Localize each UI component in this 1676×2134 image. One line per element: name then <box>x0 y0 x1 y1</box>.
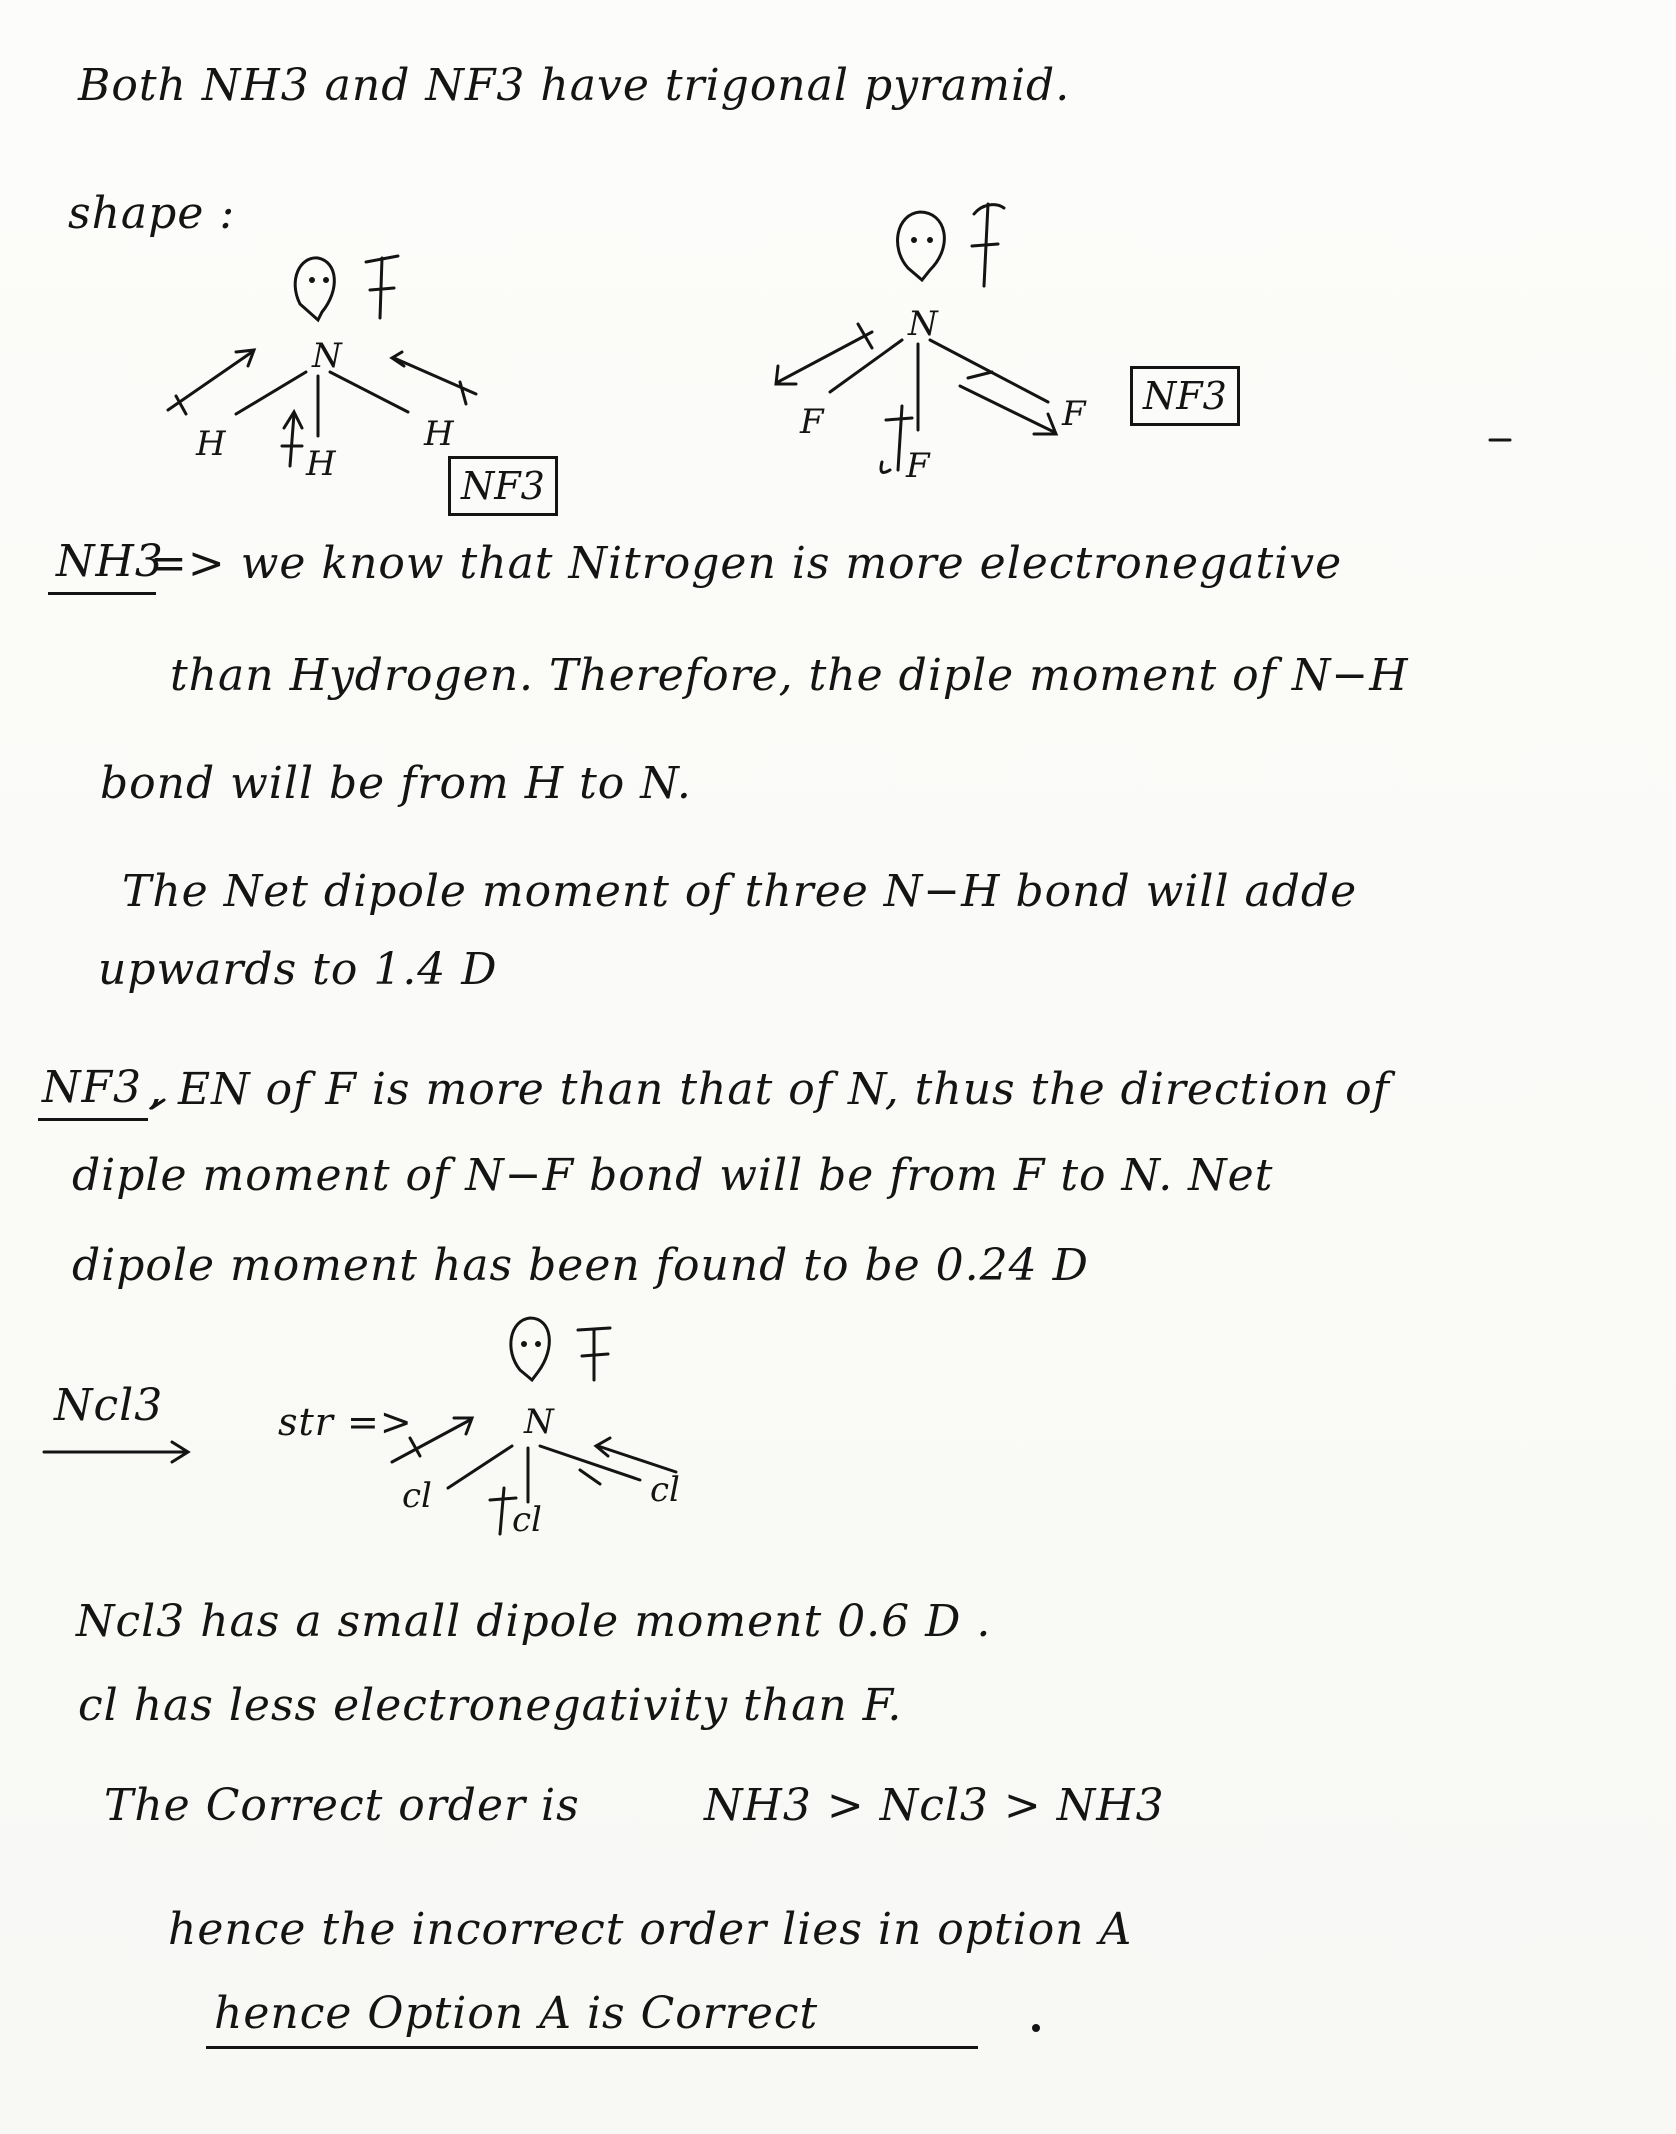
ncl3-paragraph-line-1: Ncl3 has a small dipole moment 0.6 D . <box>76 1596 992 1647</box>
nh3-center-atom: N <box>312 336 342 376</box>
nf3-paragraph-line-3: dipole moment has been found to be 0.24 D <box>72 1240 1089 1291</box>
nh3-paragraph-line-2: than Hydrogen. Therefore, the diple moment of N−H <box>170 650 1409 701</box>
nf3-atom-bottom: F <box>906 446 930 486</box>
nf3-heading: NF3 <box>42 1062 143 1113</box>
ncl3-center-atom: N <box>524 1402 554 1442</box>
conclusion-line-2: hence Option A is Correct <box>214 1988 819 2039</box>
nh3-atom-left: H <box>196 424 226 464</box>
nh3-heading: NH3 <box>56 536 164 587</box>
nf3-boxed-label: NF3 <box>1130 366 1240 426</box>
ncl3-paragraph-line-2: cl has less electronegativity than F. <box>78 1680 903 1731</box>
nh3-lone-pair-icon <box>295 258 334 320</box>
order-value: NH3 > Ncl3 > NH3 <box>704 1780 1165 1831</box>
nf3-bonds <box>830 340 1048 430</box>
nh3-paragraph-line-3: bond will be from H to N. <box>100 758 692 809</box>
ncl3-heading: Ncl3 <box>54 1380 164 1431</box>
nh3-up-arrow-icon <box>366 256 398 318</box>
ncl3-atom-left: cl <box>402 1476 432 1516</box>
nh3-bonds <box>236 372 408 436</box>
ncl3-atom-right: cl <box>650 1470 680 1510</box>
nh3-boxed-label: NF3 <box>448 456 558 516</box>
nf3-paragraph-line-1: , EN of F is more than that of N, thus the direction of <box>148 1064 1390 1115</box>
nf3-lone-pair-icon <box>898 212 945 280</box>
nh3-paragraph-line-5: upwards to 1.4 D <box>98 944 498 995</box>
nf3-atom-right: F <box>1062 394 1086 434</box>
nf3-paragraph-line-2: diple moment of N−F bond will be from F to N. Net <box>72 1150 1274 1201</box>
nf3-heading-arrow-icon <box>152 1100 164 1108</box>
nf3-down-arrow-icon <box>972 204 1004 286</box>
nh3-atom-bottom: H <box>306 444 336 484</box>
nh3-dipole-arrows <box>168 350 476 466</box>
nf3-center-atom: N <box>908 304 938 344</box>
ncl3-heading-arrow-icon <box>44 1442 188 1462</box>
nh3-atom-right: H <box>424 414 454 454</box>
ncl3-bonds <box>448 1446 640 1502</box>
ncl3-structure-label: str => <box>278 1400 413 1444</box>
order-intro: The Correct order is <box>104 1780 580 1831</box>
ncl3-dipole-arrows <box>392 1418 676 1534</box>
nh3-paragraph-line-4: The Net dipole moment of three N−H bond will adde <box>122 866 1358 917</box>
ncl3-lone-pair-icon <box>511 1318 549 1380</box>
conclusion-line-1: hence the incorrect order lies in option A <box>168 1904 1133 1955</box>
shape-label: shape : <box>68 188 236 239</box>
nf3-dipole-arrows <box>776 324 1056 472</box>
ncl3-atom-bottom: cl <box>512 1500 542 1540</box>
nh3-paragraph-line-1: => we know that Nitrogen is more electronegative <box>150 538 1343 589</box>
nf3-atom-left: F <box>800 402 824 442</box>
trailing-dot <box>1032 2024 1040 2032</box>
intro-line: Both NH3 and NF3 have trigonal pyramid. <box>78 60 1071 111</box>
ncl3-up-arrow-icon <box>578 1328 610 1380</box>
